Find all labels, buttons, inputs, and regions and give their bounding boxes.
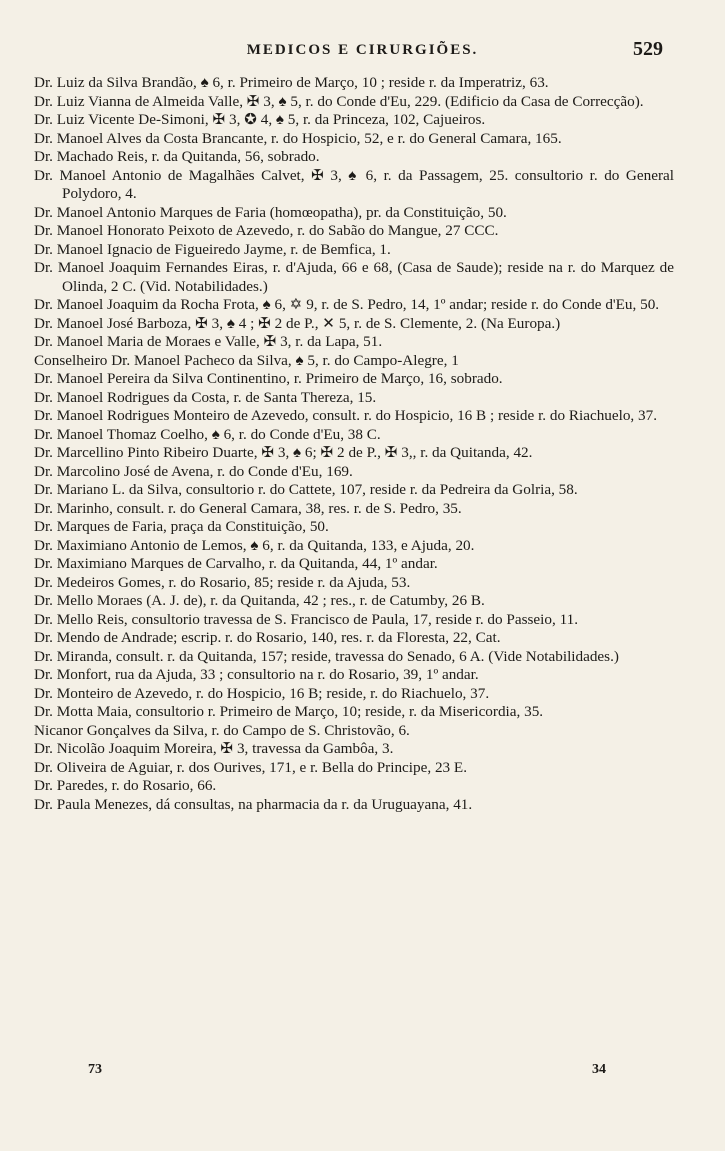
directory-entry: Dr. Mello Moraes (A. J. de), r. da Quitanda, 42 ; res., r. de Catumby, 26 B. bbox=[34, 592, 485, 609]
physician-listing bbox=[34, 74, 674, 814]
directory-entry: Dr. Marques de Faria, praça da Constituição, 50. bbox=[34, 518, 329, 535]
directory-entry: Dr. Manoel Antonio de Magalhães Calvet, ✠ 3, ♠ 6, r. da Passagem, 25. consultorio r. do General Polydoro, 4. bbox=[34, 166, 674, 202]
directory-entry: Dr. Marcolino José de Avena, r. do Conde d'Eu, 169. bbox=[34, 462, 353, 480]
directory-entry: Dr. Machado Reis, r. da Quitanda, 56, sobrado. bbox=[34, 148, 320, 165]
directory-entry: Dr. Manoel Maria de Moraes e Valle, ✠ 3, r. da Lapa, 51. bbox=[34, 333, 383, 350]
directory-entry: Dr. Manoel Antonio Marques de Faria (homœopatha), pr. da Constituição, 50. bbox=[34, 203, 507, 221]
directory-entry: Nicanor Gonçalves da Silva, r. do Campo de S. Christovão, 6. bbox=[34, 721, 410, 739]
directory-entry: Dr. Medeiros Gomes, r. do Rosario, 85; reside r. da Ajuda, 53. bbox=[34, 573, 411, 591]
directory-entry: Dr. Monfort, rua da Ajuda, 33 ; consultorio na r. do Rosario, 39, 1º andar. bbox=[34, 666, 479, 683]
directory-entry: Dr. Miranda, consult. r. da Quitanda, 157; reside, travessa do Senado, 6 A. (Vide Notabilidades.) bbox=[34, 647, 619, 665]
directory-entry: Dr. Manoel Rodrigues Monteiro de Azevedo, consult. r. do Hospicio, 16 B ; reside r. do Riachuelo, 37. bbox=[34, 407, 658, 424]
directory-entry: Dr. Monteiro de Azevedo, r. do Hospicio, 16 B; reside, r. do Riachuelo, 37. bbox=[34, 684, 490, 702]
directory-entry: Dr. Luiz Vicente De-Simoni, ✠ 3, ✪ 4, ♠ 5, r. da Princeza, 102, Cajueiros. bbox=[34, 111, 486, 128]
directory-entry: Dr. Luiz da Silva Brandão, ♠ 6, r. Primeiro de Março, 10 ; reside r. da Imperatriz, 63. bbox=[34, 74, 549, 91]
directory-entry: Dr. Manoel Ignacio de Figueiredo Jayme, r. de Bemfica, 1. bbox=[34, 240, 391, 258]
directory-entry: Dr. Marcellino Pinto Ribeiro Duarte, ✠ 3, ♠ 6; ✠ 2 de P., ✠ 3,, r. da Quitanda, 42. bbox=[34, 444, 533, 461]
directory-entry: Dr. Mello Reis, consultorio travessa de S. Francisco de Paula, 17, reside r. do Passeio, 11. bbox=[34, 610, 578, 628]
directory-entry: Dr. Manoel Joaquim da Rocha Frota, ♠ 6, ✡ 9, r. de S. Pedro, 14, 1º andar; reside r. do Conde d'Eu, 50. bbox=[34, 296, 660, 313]
page-number: 529 bbox=[633, 38, 663, 60]
directory-entry: Conselheiro Dr. Manoel Pacheco da Silva, ♠ 5, r. do Campo-Alegre, 1 bbox=[34, 351, 459, 369]
directory-entry: Dr. Mariano L. da Silva, consultorio r. do Cattete, 107, reside r. da Pedreira da Golria, 58. bbox=[34, 481, 578, 498]
directory-entry: Dr. Oliveira de Aguiar, r. dos Ourives, 171, e r. Bella do Principe, 23 E. bbox=[34, 758, 467, 776]
directory-entry: Dr. Mendo de Andrade; escrip. r. do Rosario, 140, res. r. da Floresta, 22, Cat. bbox=[34, 629, 501, 646]
directory-entry: Dr. Manoel Alves da Costa Brancante, r. do Hospicio, 52, e r. do General Camara, 165. bbox=[34, 129, 562, 147]
directory-entry: Dr. Maximiano Marques de Carvalho, r. da Quitanda, 44, 1º andar. bbox=[34, 555, 438, 572]
signature-mark-right: 34 bbox=[592, 1062, 606, 1077]
directory-entry: Dr. Manoel Joaquim Fernandes Eiras, r. d'Ajuda, 66 e 68, (Casa de Saude); reside na r. do Marquez de Olinda, 2 C. (Vid. Notabilidades.) bbox=[34, 259, 674, 295]
directory-entry: Dr. Manoel Honorato Peixoto de Azevedo, r. do Sabão do Mangue, 27 CCC. bbox=[34, 222, 499, 239]
directory-entry: Dr. Paredes, r. do Rosario, 66. bbox=[34, 777, 217, 794]
running-title: MEDICOS E CIRURGIÕES. bbox=[246, 42, 479, 58]
page-footer bbox=[0, 1062, 725, 1084]
signature-mark-left: 73 bbox=[88, 1062, 102, 1077]
directory-entry: Dr. Paula Menezes, dá consultas, na pharmacia da r. da Uruguayana, 41. bbox=[34, 795, 473, 813]
directory-entry: Dr. Manoel Rodrigues da Costa, r. de Santa Thereza, 15. bbox=[34, 388, 377, 406]
directory-entry: Dr. Marinho, consult. r. do General Camara, 38, res. r. de S. Pedro, 35. bbox=[34, 499, 462, 517]
directory-entry: Dr. Maximiano Antonio de Lemos, ♠ 6, r. da Quitanda, 133, e Ajuda, 20. bbox=[34, 536, 475, 554]
page-header bbox=[0, 40, 725, 68]
directory-entry: Dr. Motta Maia, consultorio r. Primeiro de Março, 10; reside, r. da Misericordia, 35. bbox=[34, 703, 544, 720]
directory-entry: Dr. Manoel José Barboza, ✠ 3, ♠ 4 ; ✠ 2 de P., ✕ 5, r. de S. Clemente, 2. (Na Europa.) bbox=[34, 314, 561, 332]
directory-entry: Dr. Manoel Thomaz Coelho, ♠ 6, r. do Conde d'Eu, 38 C. bbox=[34, 425, 381, 443]
directory-entry: Dr. Manoel Pereira da Silva Continentino, r. Primeiro de Março, 16, sobrado. bbox=[34, 370, 503, 387]
directory-entry: Dr. Luiz Vianna de Almeida Valle, ✠ 3, ♠ 5, r. do Conde d'Eu, 229. (Edificio da Casa de Correcção). bbox=[34, 92, 644, 110]
directory-entry: Dr. Nicolão Joaquim Moreira, ✠ 3, travessa da Gambôa, 3. bbox=[34, 740, 394, 757]
